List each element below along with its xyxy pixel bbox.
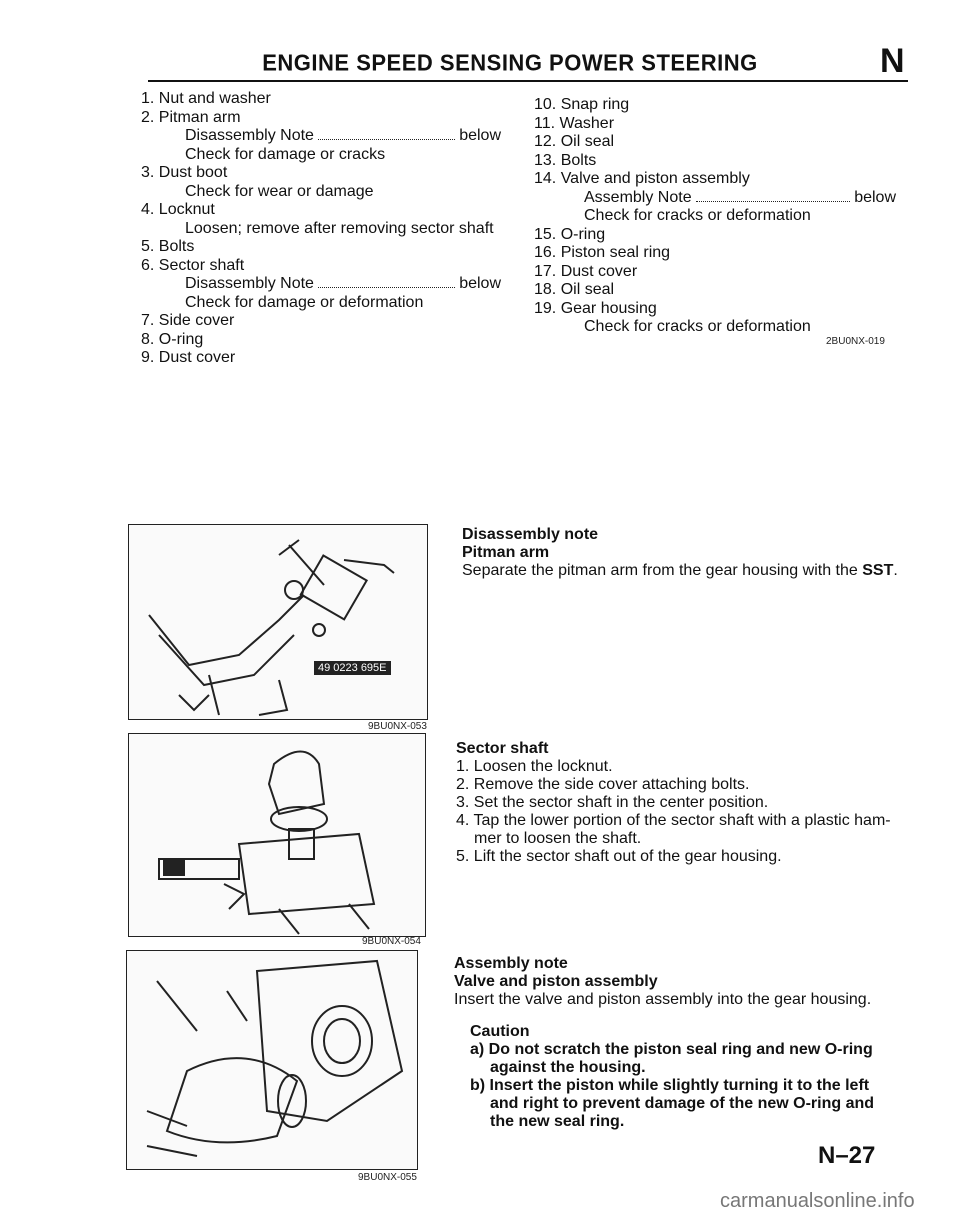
paragraph-text: Separate the pitman arm from the gear housing with the	[462, 562, 858, 579]
caution-line: b) Insert the piston while slightly turning it to the left	[470, 1077, 870, 1094]
section-heading: Disassembly note	[462, 526, 599, 543]
paragraph: Insert the valve and piston assembly into the gear housing.	[454, 991, 872, 1008]
list-item-sub: Disassembly Note	[185, 275, 314, 292]
list-item: 11. Washer	[534, 114, 615, 132]
paragraph-end: .	[893, 562, 898, 579]
caution-line: the new seal ring.	[490, 1113, 625, 1130]
step-item: 2. Remove the side cover attaching bolts.	[456, 776, 750, 793]
parts-list-right	[534, 96, 896, 337]
list-item-sub: Disassembly Note	[185, 127, 314, 144]
list-item: 6. Sector shaft	[141, 256, 245, 274]
watermark: carmanualsonline.info	[720, 1190, 915, 1212]
figure-valve-piston	[126, 950, 418, 1170]
header-rule	[148, 80, 908, 82]
step-item-continuation: mer to loosen the shaft.	[474, 830, 642, 847]
list-item: 2. Pitman arm	[141, 108, 241, 126]
caution-line: and right to prevent damage of the new O-ring and	[490, 1095, 875, 1112]
list-item: Loosen; remove after removing sector shaft	[185, 219, 494, 237]
sst-label: 49 0223 695E	[314, 661, 391, 675]
page-number: N–27	[818, 1142, 876, 1169]
list-item: 8. O-ring	[141, 330, 204, 348]
figure-sector-shaft	[128, 733, 426, 937]
page-title: ENGINE SPEED SENSING POWER STEERING	[262, 49, 758, 76]
list-item: 17. Dust cover	[534, 262, 638, 280]
list-item: 15. O-ring	[534, 225, 606, 243]
list-item: Check for damage or cracks	[185, 145, 386, 163]
list-item: 3. Dust boot	[141, 164, 228, 181]
figure-pitman-arm-sst	[128, 524, 428, 720]
sector-shaft-procedure	[456, 740, 906, 866]
list-item-ref: below	[459, 275, 501, 292]
list-item: 4. Locknut	[141, 201, 215, 218]
disassembly-note	[462, 526, 902, 580]
step-item: 3. Set the sector shaft in the center position.	[456, 794, 769, 811]
subsection-heading: Sector shaft	[456, 740, 549, 757]
list-item	[534, 189, 896, 208]
parts-ref-code: 2BU0NX-019	[826, 336, 885, 347]
step-item: 1. Loosen the locknut.	[456, 758, 613, 775]
figure-code: 9BU0NX-055	[358, 1172, 417, 1183]
list-item: 19. Gear housing	[534, 299, 657, 317]
caution-line: against the housing.	[490, 1059, 646, 1076]
list-item: 18. Oil seal	[534, 281, 615, 298]
section-heading: Assembly note	[454, 955, 568, 972]
list-item-ref: below	[854, 188, 896, 206]
list-item: 10. Snap ring	[534, 96, 630, 113]
list-item: Check for cracks or deformation	[584, 318, 811, 335]
sst-term: SST	[862, 562, 894, 579]
list-item: Check for cracks or deformation	[584, 207, 811, 224]
list-item-ref: below	[459, 127, 501, 144]
list-item: 1. Nut and washer	[141, 90, 271, 107]
subsection-heading: Pitman arm	[462, 544, 550, 561]
section-letter: N	[880, 42, 905, 80]
list-item: Check for wear or damage	[185, 182, 374, 200]
figure-code: 9BU0NX-053	[368, 721, 427, 732]
subsection-heading: Valve and piston assembly	[454, 973, 658, 990]
parts-list-left	[141, 90, 501, 368]
list-item: 14. Valve and piston assembly	[534, 170, 750, 187]
list-item: 5. Bolts	[141, 238, 195, 255]
list-item: 16. Piston seal ring	[534, 244, 671, 261]
paragraph	[462, 562, 902, 580]
valve-piston-illustration	[127, 951, 417, 1169]
list-item: 12. Oil seal	[534, 133, 615, 150]
pitman-arm-illustration	[129, 525, 427, 719]
caution-title: Caution	[470, 1023, 530, 1040]
caution-box	[470, 1023, 900, 1131]
list-item-sub: Assembly Note	[584, 188, 692, 206]
figure-code: 9BU0NX-054	[362, 936, 421, 947]
sector-shaft-illustration	[129, 734, 425, 936]
step-item: 4. Tap the lower portion of the sector shaft with a plastic ham-	[456, 812, 891, 829]
caution-line: a) Do not scratch the piston seal ring and new O-ring	[470, 1041, 873, 1058]
list-item	[141, 127, 501, 146]
step-item: 5. Lift the sector shaft out of the gear housing.	[456, 848, 782, 865]
list-item: 13. Bolts	[534, 151, 597, 169]
list-item: Check for damage or deformation	[185, 293, 424, 311]
list-item: 7. Side cover	[141, 312, 235, 329]
list-item	[141, 275, 501, 294]
assembly-note	[454, 955, 904, 1009]
list-item: 9. Dust cover	[141, 349, 236, 366]
